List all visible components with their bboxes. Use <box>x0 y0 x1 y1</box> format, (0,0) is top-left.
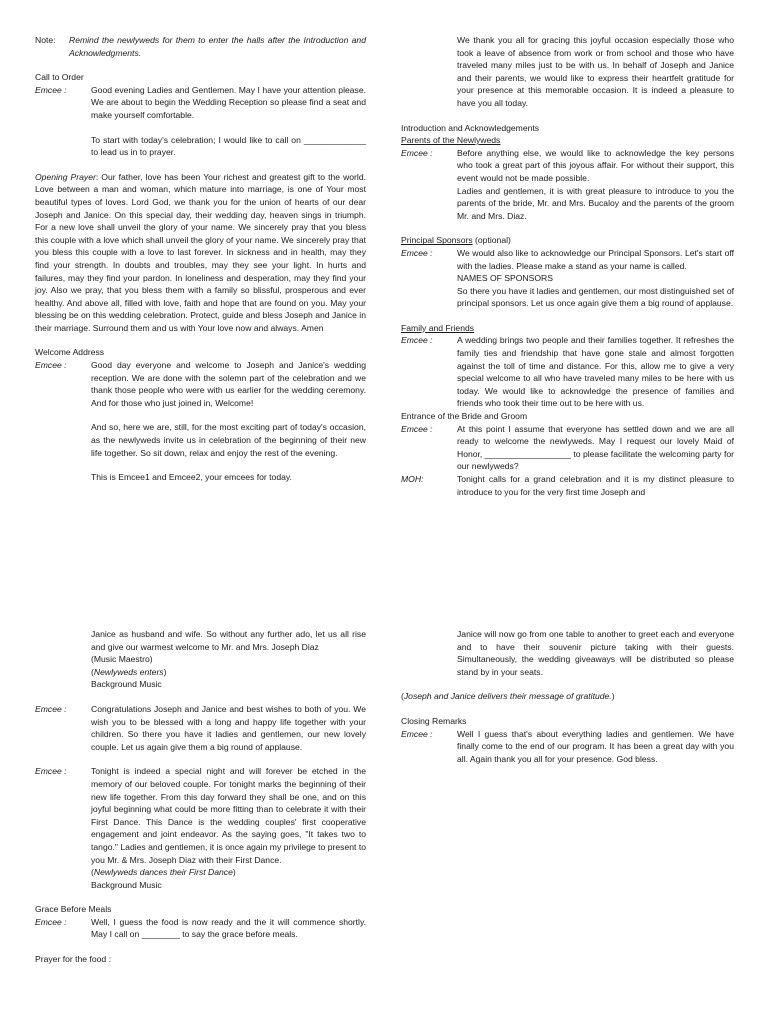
family-heading: Family and Friends <box>401 322 475 333</box>
welcome-p1: Good day everyone and welcome to Joseph and Janice's wedding reception. We are done with the solemn part of the celebration and we thank those people who were with us earlier for the wedding ceremony. And for those who just joined in, Welcome! <box>91 360 366 408</box>
janice-cont: Janice will now go from one table to another to greet each and everyone and to have their souvenir picture taking with their guests. Simultaneously, the wedding giveaways will be distributed so please stand by in your seats. <box>457 629 734 677</box>
emcee-label: Emcee : <box>401 728 433 739</box>
background-music-1: Background Music <box>91 679 162 690</box>
prayer-food: Prayer for the food : <box>35 954 111 965</box>
call-to-order-p1: Good evening Ladies and Gentlemen. May I have your attention please. We are about to begin the Wedding Reception so please find a seat and make yourself comfortable. <box>91 84 366 120</box>
right-column-bottom <box>401 628 734 765</box>
note-label: Note: <box>35 35 56 45</box>
sponsors-p1: We would also like to acknowledge our Principal Sponsors. Let's start off with the ladies. Please make a stand as your name is called. <box>457 247 734 271</box>
opening-prayer <box>35 171 366 335</box>
sponsors-optional: (optional) <box>472 235 511 246</box>
emcee-label: Emcee : <box>35 84 67 95</box>
opening-prayer-label: Opening Prayer <box>35 171 96 182</box>
welcome-heading: Welcome Address <box>35 347 105 358</box>
emcee-label: Emcee : <box>35 360 67 371</box>
gratitude-line: (Joseph and Janice delivers their message of gratitude.) <box>401 691 615 702</box>
gratitude: Joseph and Janice delivers their message of gratitude. <box>403 691 612 702</box>
sponsors-entry <box>401 247 734 310</box>
moh-label: MOH: <box>401 474 424 484</box>
call-to-order-entry <box>35 84 366 159</box>
entrance-heading: Entrance of the Bride and Groom <box>401 411 528 422</box>
opening-prayer-text: : Our father, love has been Your richest and greatest gift to the world. Love between a man and woman, which mature into marriage, is one of Your most beautiful types of loves. Lord God, we thank you for the union of hearts of our dear Joseph and Janice. On this special day, their wedding day, heaven sings in triumph. For a new love shall unveil the glory of your name. We sincerely pray that you bless this couple with a love which shall unveil the glory of your name. We sincerely pray that you bless this couple with a love to last forever. In sickness and in health, may they find your strength. In doubts and troubles, may they see your light. In hurts and failures, may they find your pardon. In loneliness and desperation, may they find your joy. Also we pray, that you bless them with a family so blissful, prosperous and ever healthy. And above all, filled with love, faith and hope that are found on you. May your blessing be on this wedding celebration. Protect, guide and bless Joseph and Janice in their marriage. Surround them and us with Your love now and always. Amen <box>35 171 366 333</box>
intro-heading: Introduction and Acknowledgements <box>401 122 540 133</box>
thanks-text: We thank you all for gracing this joyful occasion especially those who took a leave of absence from work or from school and those who have traveled many miles just to be with us. In behalf of Joseph and Janice and their parents, we would like to express their heartfelt gratitude for your presence at this memorable occasion. It is indeed a pleasure to have you all today. <box>457 35 734 108</box>
emcee-label: Emcee : <box>35 916 67 927</box>
call-to-order-p2: To start with today's celebration; I would like to call on _____________ to lead us in to prayer. <box>91 134 366 158</box>
note-text: Remind the newlyweds for them to enter the halls after the Introduction and Acknowledgments. <box>69 35 366 58</box>
newlyweds-enters-line: (Newlyweds enters) <box>91 666 167 677</box>
first-dance-entry <box>35 765 366 891</box>
closing-text: Well I guess that's about everything ladies and gentlemen. We have finally come to the end of our program. It has been a great day with you all. Again thank you all for your presence. God bless. <box>457 728 734 764</box>
family-entry <box>401 334 734 410</box>
music-maestro: (Music Maestro) <box>91 654 153 665</box>
parents-entry <box>401 147 734 223</box>
first-dance: Newlyweds dances their First Dance <box>93 867 233 878</box>
parents-p1: Before anything else, we would like to acknowledge the key persons who took a great part of this joyous affair. For without their support, this event would not be made possible. <box>457 147 734 183</box>
emcee-label: Emcee : <box>401 423 433 434</box>
sponsors-heading-line <box>401 234 734 247</box>
closing-heading: Closing Remarks <box>401 715 467 726</box>
parents-heading: Parents of the Newlyweds <box>401 135 501 146</box>
grace-text: Well, I guess the food is now ready and the it will commence shortly. May I call on ________ to say the grace before meals. <box>91 916 366 940</box>
welcome-p2: And so, here we are, still, for the most exciting part of today's occasion, as the newlyweds invite us in celebration of the beginning of their new life together. So sit down, relax and enjoy the rest of the evening. <box>91 422 366 458</box>
emcee-label: Emcee : <box>401 247 433 258</box>
parents-p2: Ladies and gentlemen, it is with great pleasure to introduce to you the parents of the bride, Mr. and Mrs. Bucaloy and the parents of the groom Mr. and Mrs. Diaz. <box>457 185 734 221</box>
right-column-top <box>401 34 734 498</box>
welcome-p3: This is Emcee1 and Emcee2, your emcees for today. <box>91 472 292 483</box>
grace-heading: Grace Before Meals <box>35 904 112 915</box>
left-column-bottom <box>35 628 366 966</box>
emcee-label: Emcee : <box>35 703 67 714</box>
family-p1: A wedding brings two people and their families together. It refreshes the family ties and friendship that have gone stale and almost forgotten against the toll of time and distance. For this, allow me to give a very special welcome to all who have traveled many miles to be here with us today. We would like to acknowledge the presence of families and friends who took their time out to be here with us. <box>457 335 734 409</box>
grace-entry <box>35 916 366 941</box>
background-music-2: Background Music <box>91 879 162 890</box>
moh-text: Tonight calls for a grand celebration and it is my distinct pleasure to introduce to you for the very first time Joseph and <box>457 474 734 497</box>
entrance-entry <box>401 423 734 473</box>
emcee-label: Emcee : <box>35 766 67 777</box>
congrats-text: Congratulations Joseph and Janice and best wishes to both of you. We wish you to be blessed with a long and happy life together with your children. So there you have it ladies and gentlemen, our new lovely couple. Let us again give them a big round of applause. <box>91 703 366 752</box>
emcee-label: Emcee : <box>401 147 433 158</box>
moh-entry <box>401 473 734 498</box>
first-dance-line: (Newlyweds dances their First Dance) <box>91 867 236 878</box>
call-to-order-heading: Call to Order <box>35 72 84 83</box>
dance-text: Tonight is indeed a special night and will forever be etched in the memory of our beloved couple. For tonight marks the beginning of their new life together. From this day forward they shall be one, and on this joyful beginning what could be more fitting than to celebrate it with their First Dance. This Dance is the wedding couples' first cooperative engagement and joint endeavor. As the saying goes, "It takes two to tango." Ladies and gentlemen, it is once again my privilege to present to you Mr. & Mrs. Joseph Diaz with their First Dance. <box>91 766 366 865</box>
newlyweds-enters: Newlyweds enters <box>93 666 164 677</box>
congrats-entry <box>35 703 366 753</box>
note <box>35 34 366 59</box>
left-column-top <box>35 34 366 484</box>
welcome-entry <box>35 359 366 484</box>
sponsors-heading: Principal Sponsors <box>401 235 473 246</box>
newlyweds-entrance <box>35 628 366 691</box>
janice-text: Janice as husband and wife. So without any further ado, let us all rise and give our warmest welcome to Mr. and Mrs. Joseph Diaz <box>91 629 366 652</box>
sponsors-names: NAMES OF SPONSORS <box>457 273 553 284</box>
emcee-label: Emcee : <box>401 335 433 346</box>
closing-entry <box>401 728 734 766</box>
entrance-p1: At this point I assume that everyone has settled down and we are all ready to welcome the newlyweds. May I request our lovely Maid of Honor, __________________ to please facilitate the welcoming party for our newlyweds? <box>457 423 734 472</box>
sponsors-p2: So there you have it ladies and gentlemen, our most distinguished set of principal sponsors. Let us once again give them a big round of applause. <box>457 285 734 309</box>
